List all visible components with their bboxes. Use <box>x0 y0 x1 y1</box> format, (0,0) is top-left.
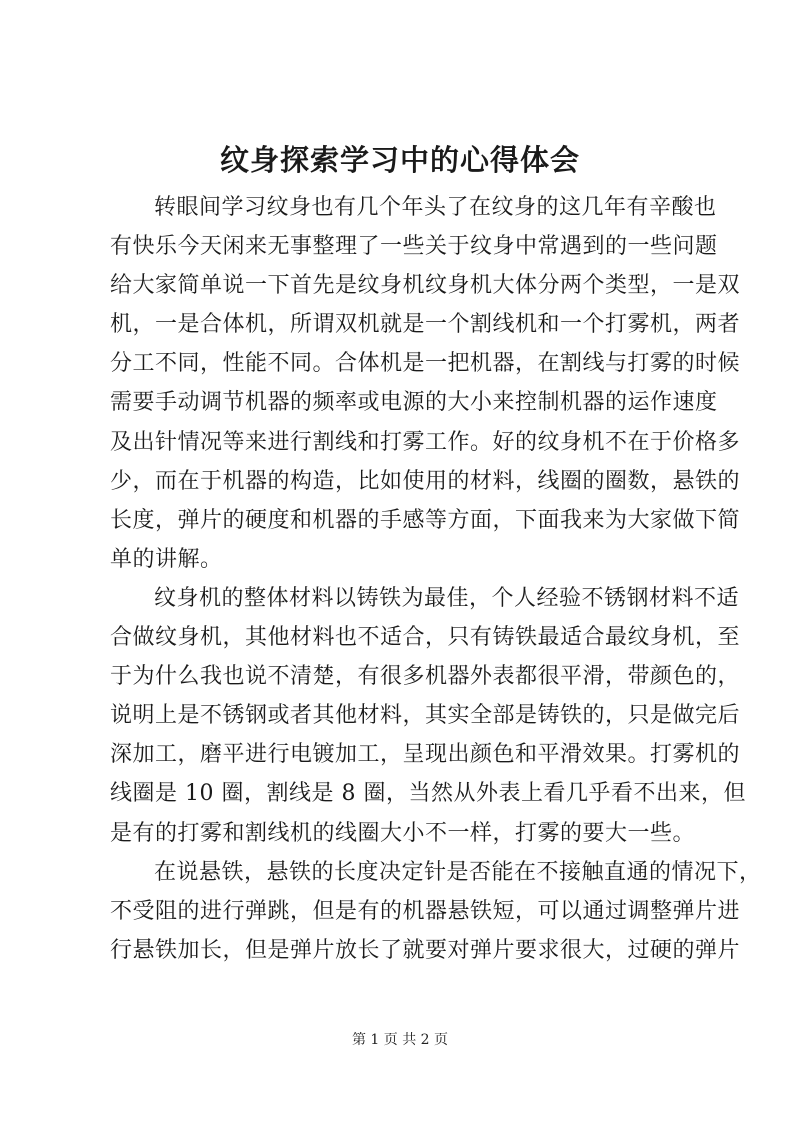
body-line: 转眼间学习纹身也有几个年头了在纹身的这几年有辛酸也 <box>154 195 717 220</box>
body-line: 长度，弹片的硬度和机器的手感等方面，下面我来为大家做下简 <box>110 507 741 533</box>
body-line: 需要手动调节机器的频率或电源的大小来控制机器的运作速度 <box>110 390 718 416</box>
body-line: 行悬铁加长，但是弹片放长了就要对弹片要求很大，过硬的弹片 <box>110 937 741 963</box>
body-line: 深加工，磨平进行电镀加工，呈现出颜色和平滑效果。打雾机的 <box>110 742 741 768</box>
body-line: 不受阻的进行弹跳，但是有的机器悬铁短，可以通过调整弹片进 <box>110 898 741 924</box>
body-line: 是有的打雾和割线机的线圈大小不一样，打雾的要大一些。 <box>110 820 696 846</box>
body-line: 分工不同，性能不同。合体机是一把机器，在割线与打雾的时候 <box>110 351 741 377</box>
body-line: 有快乐今天闲来无事整理了一些关于纹身中常遇到的一些问题 <box>110 234 718 260</box>
body-line: 机，一是合体机，所谓双机就是一个割线机和一个打雾机，两者 <box>110 312 741 338</box>
body-line: 少，而在于机器的构造，比如使用的材料，线圈的圈数，悬铁的 <box>110 468 741 494</box>
body-line: 合做纹身机，其他材料也不适合，只有铸铁最适合最纹身机，至 <box>110 625 741 651</box>
body-line: 给大家简单说一下首先是纹身机纹身机大体分两个类型，一是双 <box>110 273 741 299</box>
document-body <box>110 188 762 970</box>
body-line: 线圈是 10 圈，割线是 8 圈，当然从外表上看几乎看不出来，但 <box>110 781 746 807</box>
body-line: 于为什么我也说不清楚，有很多机器外表都很平滑，带颜色的， <box>110 664 741 690</box>
body-line: 及出针情况等来进行割线和打雾工作。好的纹身机不在于价格多 <box>110 429 741 455</box>
body-line: 说明上是不锈钢或者其他材料，其实全部是铸铁的，只是做完后 <box>110 703 741 729</box>
body-line: 在说悬铁，悬铁的长度决定针是否能在不接触直通的情况下， <box>154 859 762 885</box>
body-line: 纹身机的整体材料以铸铁为最佳，个人经验不锈钢材料不适 <box>154 585 740 611</box>
body-line: 单的讲解。 <box>110 546 223 572</box>
document-title: 纹身探索学习中的心得体会 <box>219 143 580 177</box>
page-footer: 第 1 页 共 2 页 <box>351 1032 449 1048</box>
